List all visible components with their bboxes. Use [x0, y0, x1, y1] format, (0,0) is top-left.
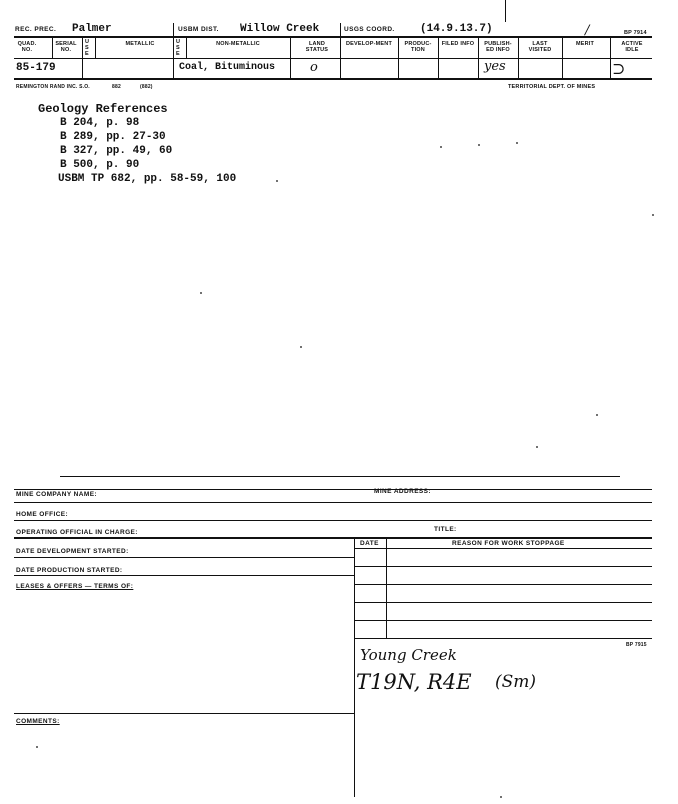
back-center-divider: [354, 537, 355, 797]
reference-item: B 289, pp. 27-30: [60, 131, 166, 143]
leases-offers-label: LEASES & OFFERS — TERMS OF:: [16, 583, 134, 590]
speck: [276, 180, 278, 182]
rule: [354, 548, 652, 549]
date-header: DATE: [360, 540, 379, 547]
speck: [536, 446, 538, 448]
col-divider: [562, 38, 563, 78]
handwritten-location: Young Creek: [360, 646, 457, 664]
date-column-divider: [386, 537, 387, 639]
col-divider: [290, 38, 291, 78]
references-title: Geology References: [38, 102, 168, 116]
form-number-top: BP 7914: [624, 30, 647, 36]
speck: [596, 414, 598, 416]
rec-prec-label: REC. PREC.: [15, 26, 57, 33]
col-serial-no: SERIAL NO.: [55, 41, 77, 53]
col-use-nonmetallic: U S E: [176, 39, 181, 57]
rule: [354, 638, 652, 639]
rule: [14, 557, 354, 558]
published-value: yes: [484, 59, 506, 74]
usbm-dist-label: USBM DIST.: [178, 26, 219, 33]
rule: [354, 584, 652, 585]
active-value: ⊃: [612, 59, 626, 78]
comments-label: COMMENTS:: [16, 718, 60, 725]
speck: [478, 144, 480, 146]
speck: [652, 214, 654, 216]
reference-item: B 204, p. 98: [60, 117, 140, 129]
fold-line: [60, 476, 620, 477]
mine-company-name-label: MINE COMPANY NAME:: [16, 491, 97, 498]
printer-number: 882: [112, 84, 121, 90]
col-divider: [438, 38, 439, 78]
col-last-visited: LAST VISITED: [528, 41, 552, 53]
date-production-label: DATE PRODUCTION STARTED:: [16, 567, 123, 574]
rec-prec-value: Palmer: [72, 23, 112, 35]
usbm-dist-value: Willow Creek: [240, 23, 320, 35]
col-quad-no: QUAD. NO.: [17, 41, 37, 53]
row-bottom-rule: [14, 78, 652, 80]
header-divider: [340, 23, 341, 36]
col-active-idle: ACTIVE IDLE: [621, 41, 643, 53]
dept-label: TERRITORIAL DEPT. OF MINES: [508, 84, 596, 90]
col-divider: [95, 38, 96, 58]
col-divider: [340, 38, 341, 78]
rule: [14, 520, 652, 521]
date-development-label: DATE DEVELOPMENT STARTED:: [16, 548, 129, 555]
usgs-coord-label: USGS COORD.: [344, 26, 395, 33]
reference-item: B 327, pp. 49, 60: [60, 145, 173, 157]
speck: [440, 146, 442, 148]
mine-address-label: MINE ADDRESS:: [374, 488, 431, 495]
col-merit: MERIT: [575, 41, 595, 47]
printer-number-2: (882): [140, 84, 153, 90]
speck: [36, 746, 38, 748]
reference-item: B 500, p. 90: [60, 159, 140, 171]
header-rule: [14, 36, 652, 38]
col-metallic: METALLIC: [125, 41, 155, 47]
col-land-status: LAND STATUS: [305, 41, 329, 53]
operating-official-label: OPERATING OFFICIAL IN CHARGE:: [16, 529, 138, 536]
rule: [354, 620, 652, 621]
quad-value: 85-179: [16, 62, 56, 74]
rule: [14, 575, 354, 576]
printer-label: REMINGTON RAND INC. S.O.: [16, 84, 90, 90]
rule: [14, 502, 652, 503]
reason-header: REASON FOR WORK STOPPAGE: [452, 540, 565, 547]
col-production: PRODUC-TION: [404, 41, 432, 53]
title-label: TITLE:: [434, 526, 457, 533]
references-list: [60, 116, 236, 186]
col-published-info: PUBLISH-ED INFO: [484, 41, 512, 53]
col-divider: [398, 38, 399, 78]
rule: [354, 566, 652, 567]
col-divider: [186, 38, 187, 58]
speck: [300, 346, 302, 348]
handwritten-initials: (Sm): [495, 672, 537, 692]
rule: [354, 602, 652, 603]
non-metallic-value: Coal, Bituminous: [179, 62, 276, 73]
col-filed-info: FILED INFO: [441, 41, 475, 47]
checkmark-icon: ∕: [585, 23, 590, 38]
reference-item: USBM TP 682, pp. 58-59, 100: [58, 173, 237, 185]
rule: [14, 713, 354, 714]
usgs-coord-value: (14.9.13.7): [420, 23, 493, 35]
handwritten-township: T19N, R4E: [356, 670, 472, 694]
col-non-metallic: NON-METALLIC: [216, 41, 260, 47]
form-number-bottom: BP 7915: [626, 642, 647, 648]
rule: [14, 537, 652, 539]
col-divider: [82, 38, 83, 78]
speck: [500, 796, 502, 798]
col-use-metallic: U S E: [85, 39, 90, 57]
col-divider: [518, 38, 519, 78]
col-divider: [610, 38, 611, 78]
speck: [516, 142, 518, 144]
columns-rule: [14, 58, 652, 59]
speck: [200, 292, 202, 294]
top-edge-mark: [505, 0, 506, 22]
header-divider: [173, 23, 174, 78]
home-office-label: HOME OFFICE:: [16, 511, 69, 518]
land-status-value: o: [310, 60, 318, 75]
col-divider: [478, 38, 479, 78]
col-development: DEVELOP-MENT: [345, 41, 393, 47]
back-top-rule: [14, 489, 652, 490]
